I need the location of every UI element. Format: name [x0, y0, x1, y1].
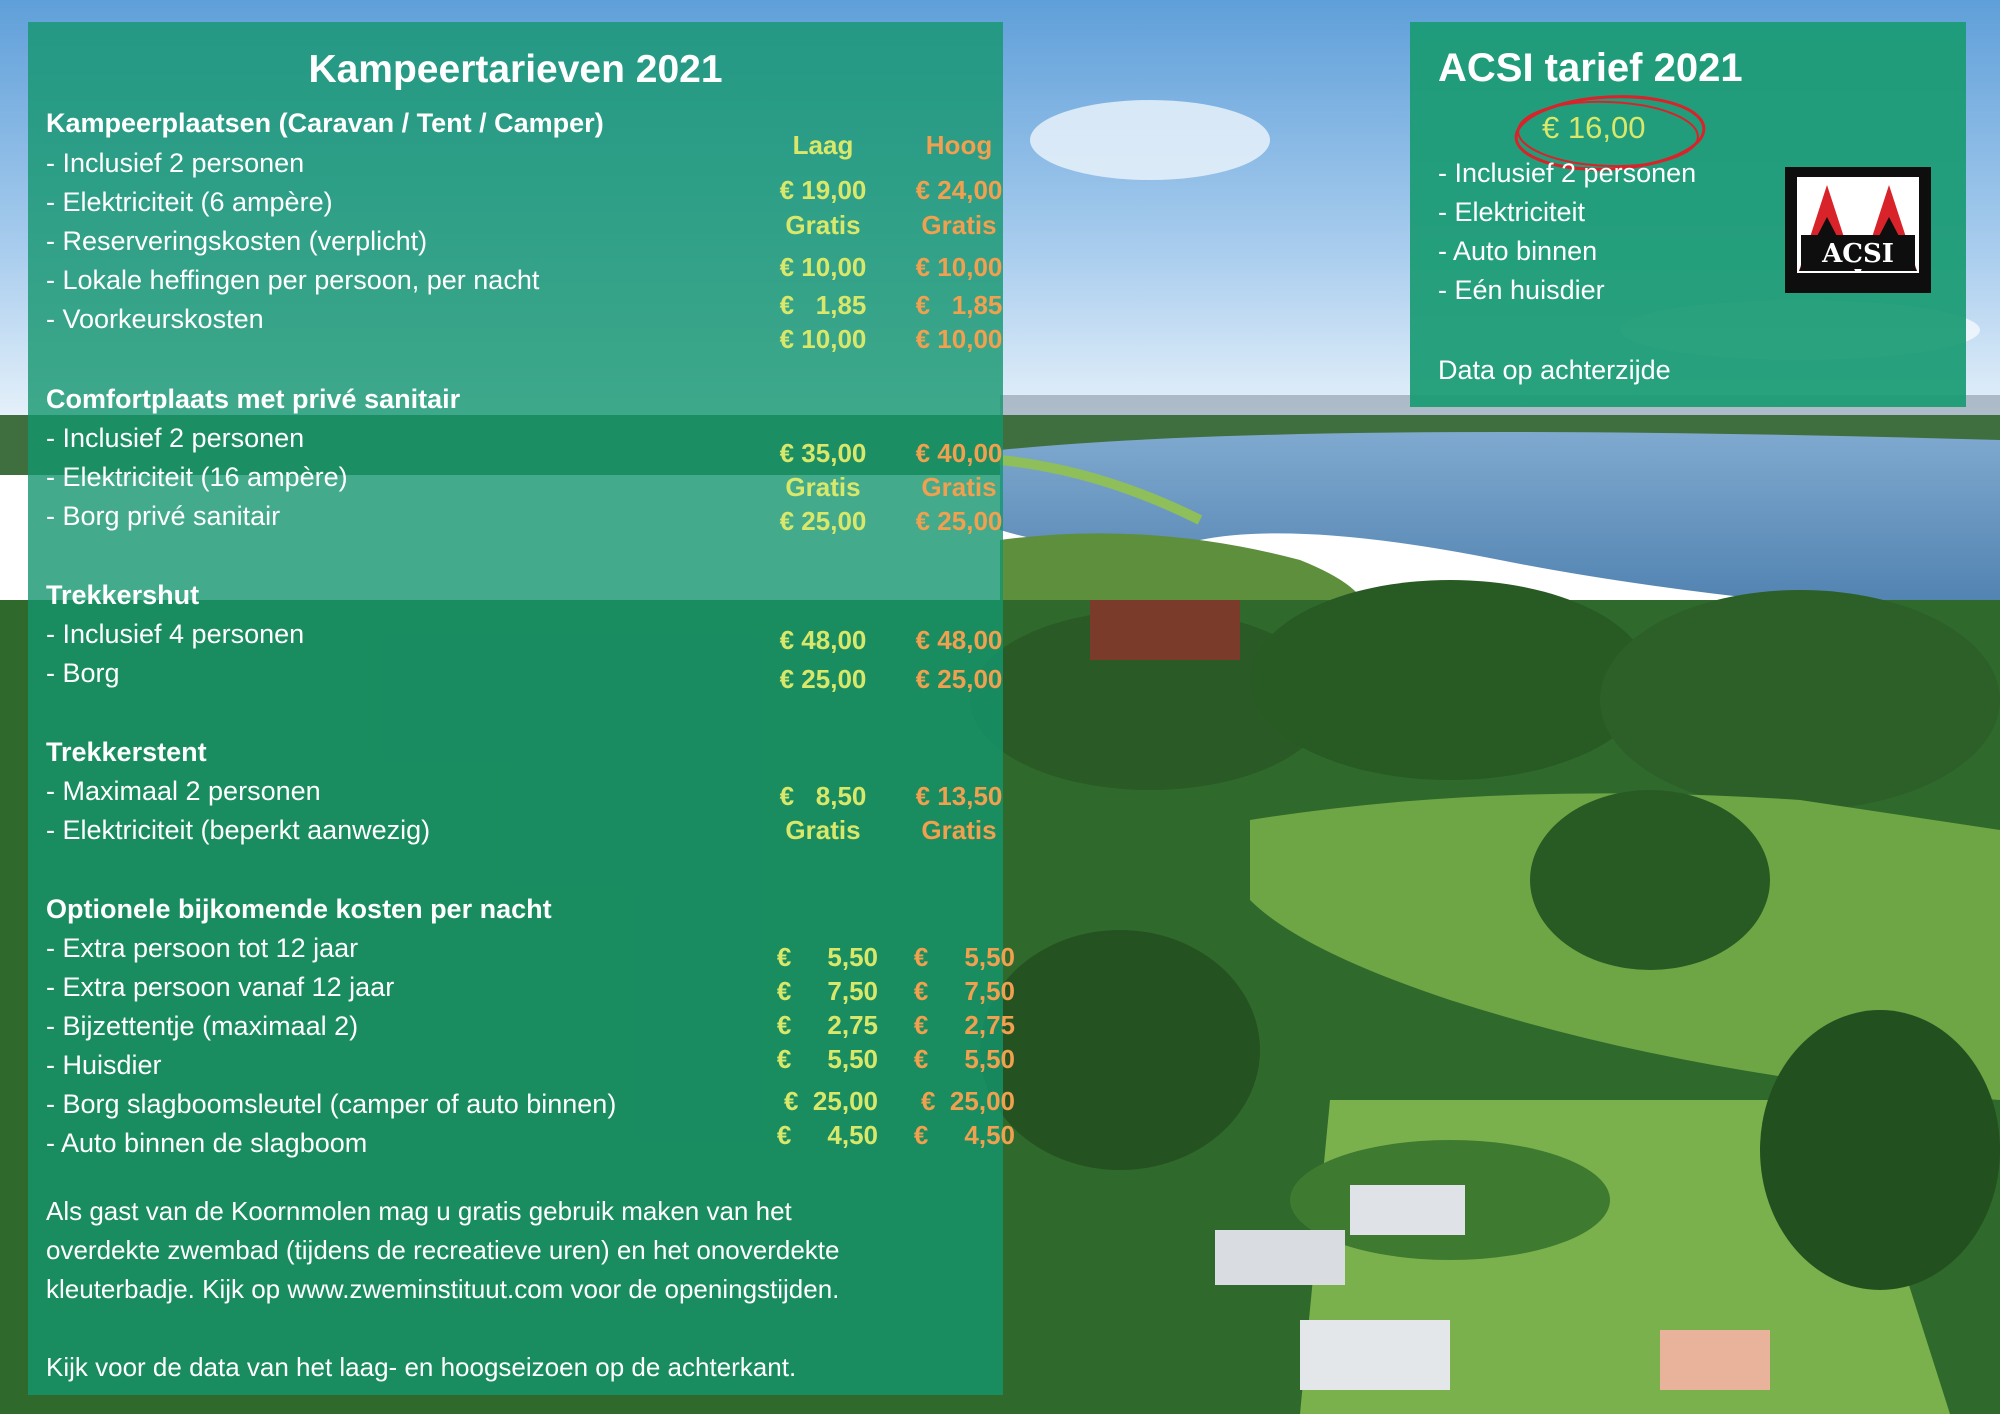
- price-laag: € 5,50: [776, 942, 878, 972]
- acsi-price: € 16,00: [1542, 110, 1646, 145]
- price-hoog: € 25,00: [915, 506, 1003, 536]
- section-kampeerplaatsen-heading: Kampeerplaatsen (Caravan / Tent / Camper): [46, 108, 604, 138]
- acsi-logo-icon: [1785, 167, 1931, 293]
- item-elektriciteit: - Elektriciteit (16 ampère): [46, 462, 348, 492]
- section-trekkershut-heading: Trekkershut: [46, 580, 200, 610]
- price-laag: € 4,50: [776, 1120, 878, 1150]
- price-laag: € 35,00: [779, 438, 867, 468]
- price-laag: Gratis: [785, 472, 861, 502]
- price-laag: € 8,50: [779, 781, 867, 811]
- price-laag: € 10,00: [779, 252, 867, 282]
- item-reserveringskosten: - Reserveringskosten (verplicht): [46, 226, 428, 256]
- zwembad-text-line: Als gast van de Koornmolen mag u gratis gebruik maken van het: [46, 1196, 792, 1226]
- item-extra-persoon-tot-12: - Extra persoon tot 12 jaar: [46, 933, 359, 963]
- acsi-item: - Eén huisdier: [1438, 275, 1605, 305]
- price-hoog: € 1,85: [915, 290, 1003, 320]
- price-laag: € 10,00: [779, 324, 867, 354]
- column-header-laag: Laag: [792, 130, 854, 160]
- price-hoog: € 10,00: [915, 252, 1003, 282]
- acsi-item: - Elektriciteit: [1438, 197, 1586, 227]
- price-hoog: € 7,50: [913, 976, 1015, 1006]
- price-laag: Gratis: [785, 815, 861, 845]
- section-comfortplaats-heading: Comfortplaats met privé sanitair: [46, 384, 461, 414]
- price-hoog: € 10,00: [915, 324, 1003, 354]
- item-borg-slagboomsleutel: - Borg slagboomsleutel (camper of auto binnen): [46, 1089, 617, 1119]
- footer-text: Kijk voor de data van het laag- en hoogseizoen op de achterkant.: [46, 1352, 797, 1382]
- item-inclusief-2-personen: - Inclusief 2 personen: [46, 148, 305, 178]
- price-hoog: € 5,50: [913, 942, 1015, 972]
- acsi-item: - Auto binnen: [1438, 236, 1598, 266]
- price-hoog: Gratis: [921, 472, 997, 502]
- price-laag: € 48,00: [779, 625, 867, 655]
- tariff-panel: [28, 22, 1015, 1395]
- price-hoog: € 40,00: [915, 438, 1003, 468]
- item-huisdier: - Huisdier: [46, 1050, 162, 1080]
- price-hoog: € 25,00: [915, 664, 1003, 694]
- acsi-item: - Inclusief 2 personen: [1438, 158, 1697, 188]
- price-laag: € 25,00: [779, 664, 867, 694]
- price-laag: € 5,50: [776, 1044, 878, 1074]
- item-borg: - Borg: [46, 658, 120, 688]
- item-elektriciteit: - Elektriciteit (beperkt aanwezig): [46, 815, 431, 845]
- acsi-logo-text: ACSI: [1822, 239, 1894, 269]
- price-hoog: € 24,00: [915, 175, 1003, 205]
- item-elektriciteit: - Elektriciteit (6 ampère): [46, 187, 333, 217]
- item-inclusief-2-personen: - Inclusief 2 personen: [46, 423, 305, 453]
- page-title: Kampeertarieven 2021: [308, 48, 723, 91]
- item-extra-persoon-vanaf-12: - Extra persoon vanaf 12 jaar: [46, 972, 395, 1002]
- price-hoog: € 25,00: [921, 1086, 1015, 1116]
- item-bijzettentje: - Bijzettentje (maximaal 2): [46, 1011, 359, 1041]
- price-laag: € 19,00: [779, 175, 867, 205]
- price-laag: € 2,75: [776, 1010, 878, 1040]
- price-laag: € 25,00: [779, 506, 867, 536]
- zwembad-text-line: overdekte zwembad (tijdens de recreatieve uren) en het onoverdekte: [46, 1235, 840, 1265]
- item-lokale-heffingen: - Lokale heffingen per persoon, per nacht: [46, 265, 540, 295]
- section-trekkerstent-heading: Trekkerstent: [46, 737, 207, 767]
- price-hoog: € 13,50: [915, 781, 1003, 811]
- item-voorkeurskosten: - Voorkeurskosten: [46, 304, 264, 334]
- price-hoog: Gratis: [921, 210, 997, 240]
- item-auto-binnen: - Auto binnen de slagboom: [46, 1128, 368, 1158]
- price-hoog: € 5,50: [913, 1044, 1015, 1074]
- price-laag: Gratis: [785, 210, 861, 240]
- item-inclusief-4-personen: - Inclusief 4 personen: [46, 619, 305, 649]
- acsi-note: Data op achterzijde: [1438, 355, 1671, 385]
- item-maximaal-2-personen: - Maximaal 2 personen: [46, 776, 321, 806]
- acsi-panel: [1410, 22, 1966, 407]
- price-hoog: € 4,50: [913, 1120, 1015, 1150]
- zwembad-text-line: kleuterbadje. Kijk op www.zweminstituut.com voor de openingstijden.: [46, 1274, 840, 1304]
- acsi-title: ACSI tarief 2021: [1438, 46, 1743, 90]
- price-laag: € 25,00: [784, 1086, 878, 1116]
- section-optioneel-heading: Optionele bijkomende kosten per nacht: [46, 894, 552, 924]
- item-borg-sanitair: - Borg privé sanitair: [46, 501, 281, 531]
- price-laag: € 7,50: [776, 976, 878, 1006]
- price-hoog: € 2,75: [913, 1010, 1015, 1040]
- price-laag: € 1,85: [779, 290, 867, 320]
- price-hoog: Gratis: [921, 815, 997, 845]
- price-hoog: € 48,00: [915, 625, 1003, 655]
- column-header-hoog: Hoog: [925, 130, 993, 160]
